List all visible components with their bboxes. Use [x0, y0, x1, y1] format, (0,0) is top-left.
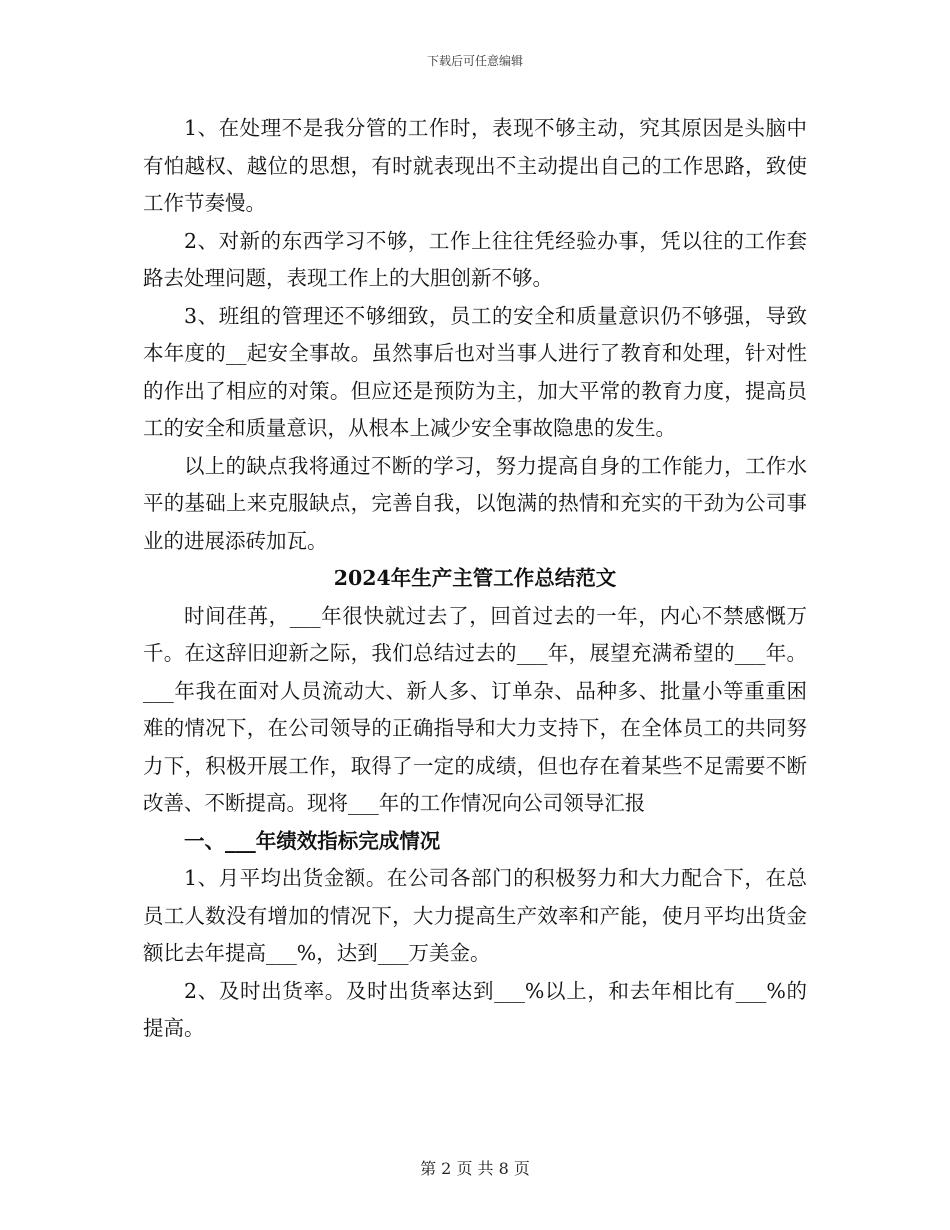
paragraph-monthly-shipment: 1、月平均出货金额。在公司各部门的积极努力和大力配合下，在总员工人数没有增加的情况下，大力提高生产效率和产能，使月平均出货金额比去年提高___%，达到___万美金。	[143, 866, 807, 965]
section-heading-performance: 一、___年绩效指标完成情况	[184, 828, 441, 853]
paragraph-shortcoming-2: 2、对新的东西学习不够，工作上往往凭经验办事，凭以往的工作套路去处理问题，表现工作上的大胆创新不够。	[143, 228, 807, 290]
paragraph-conclusion: 以上的缺点我将通过不断的学习，努力提高自身的工作能力，工作水平的基础上来克服缺点，完善自我，以饱满的热情和充实的干劲为公司事业的进展添砖加瓦。	[143, 453, 807, 553]
paragraph-intro: 时间荏苒，___年很快就过去了，回首过去的一年，内心不禁感慨万千。在这辞旧迎新之际，我们总结过去的___年，展望充满希望的___年。___年我在面对人员流动大、新人多、订单杂、品种多、批量小等重重困难的情况下，在公司领导的正确指导和大力支持下，在全体员工的共同努力下，积极开展工作，取得了一定的成绩，但也存在着某些不足需要不断改善、不断提高。现将___年的工作情况向公司领导汇报	[143, 603, 807, 815]
paragraph-ontime-shipment: 2、及时出货率。及时出货率达到___%以上，和去年相比有___%的提高。	[143, 978, 807, 1040]
document-title: 2024年生产主管工作总结范文	[333, 566, 617, 590]
page-footer: 第 2 页 共 8 页	[420, 1159, 530, 1178]
document-body	[143, 110, 807, 1048]
paragraph-shortcoming-1: 1、在处理不是我分管的工作时，表现不够主动，究其原因是头脑中有怕越权、越位的思想，有时就表现出不主动提出自己的工作思路，致使工作节奏慢。	[143, 116, 807, 215]
paragraph-shortcoming-3: 3、班组的管理还不够细致，员工的安全和质量意识仍不够强，导致本年度的__起安全事故。虽然事后也对当事人进行了教育和处理，针对性的作出了相应的对策。但应还是预防为主，加大平常的教育力度，提高员工的安全和质量意识，从根本上减少安全事故隐患的发生。	[143, 303, 807, 440]
page-header: 下载后可任意编辑	[426, 54, 523, 68]
